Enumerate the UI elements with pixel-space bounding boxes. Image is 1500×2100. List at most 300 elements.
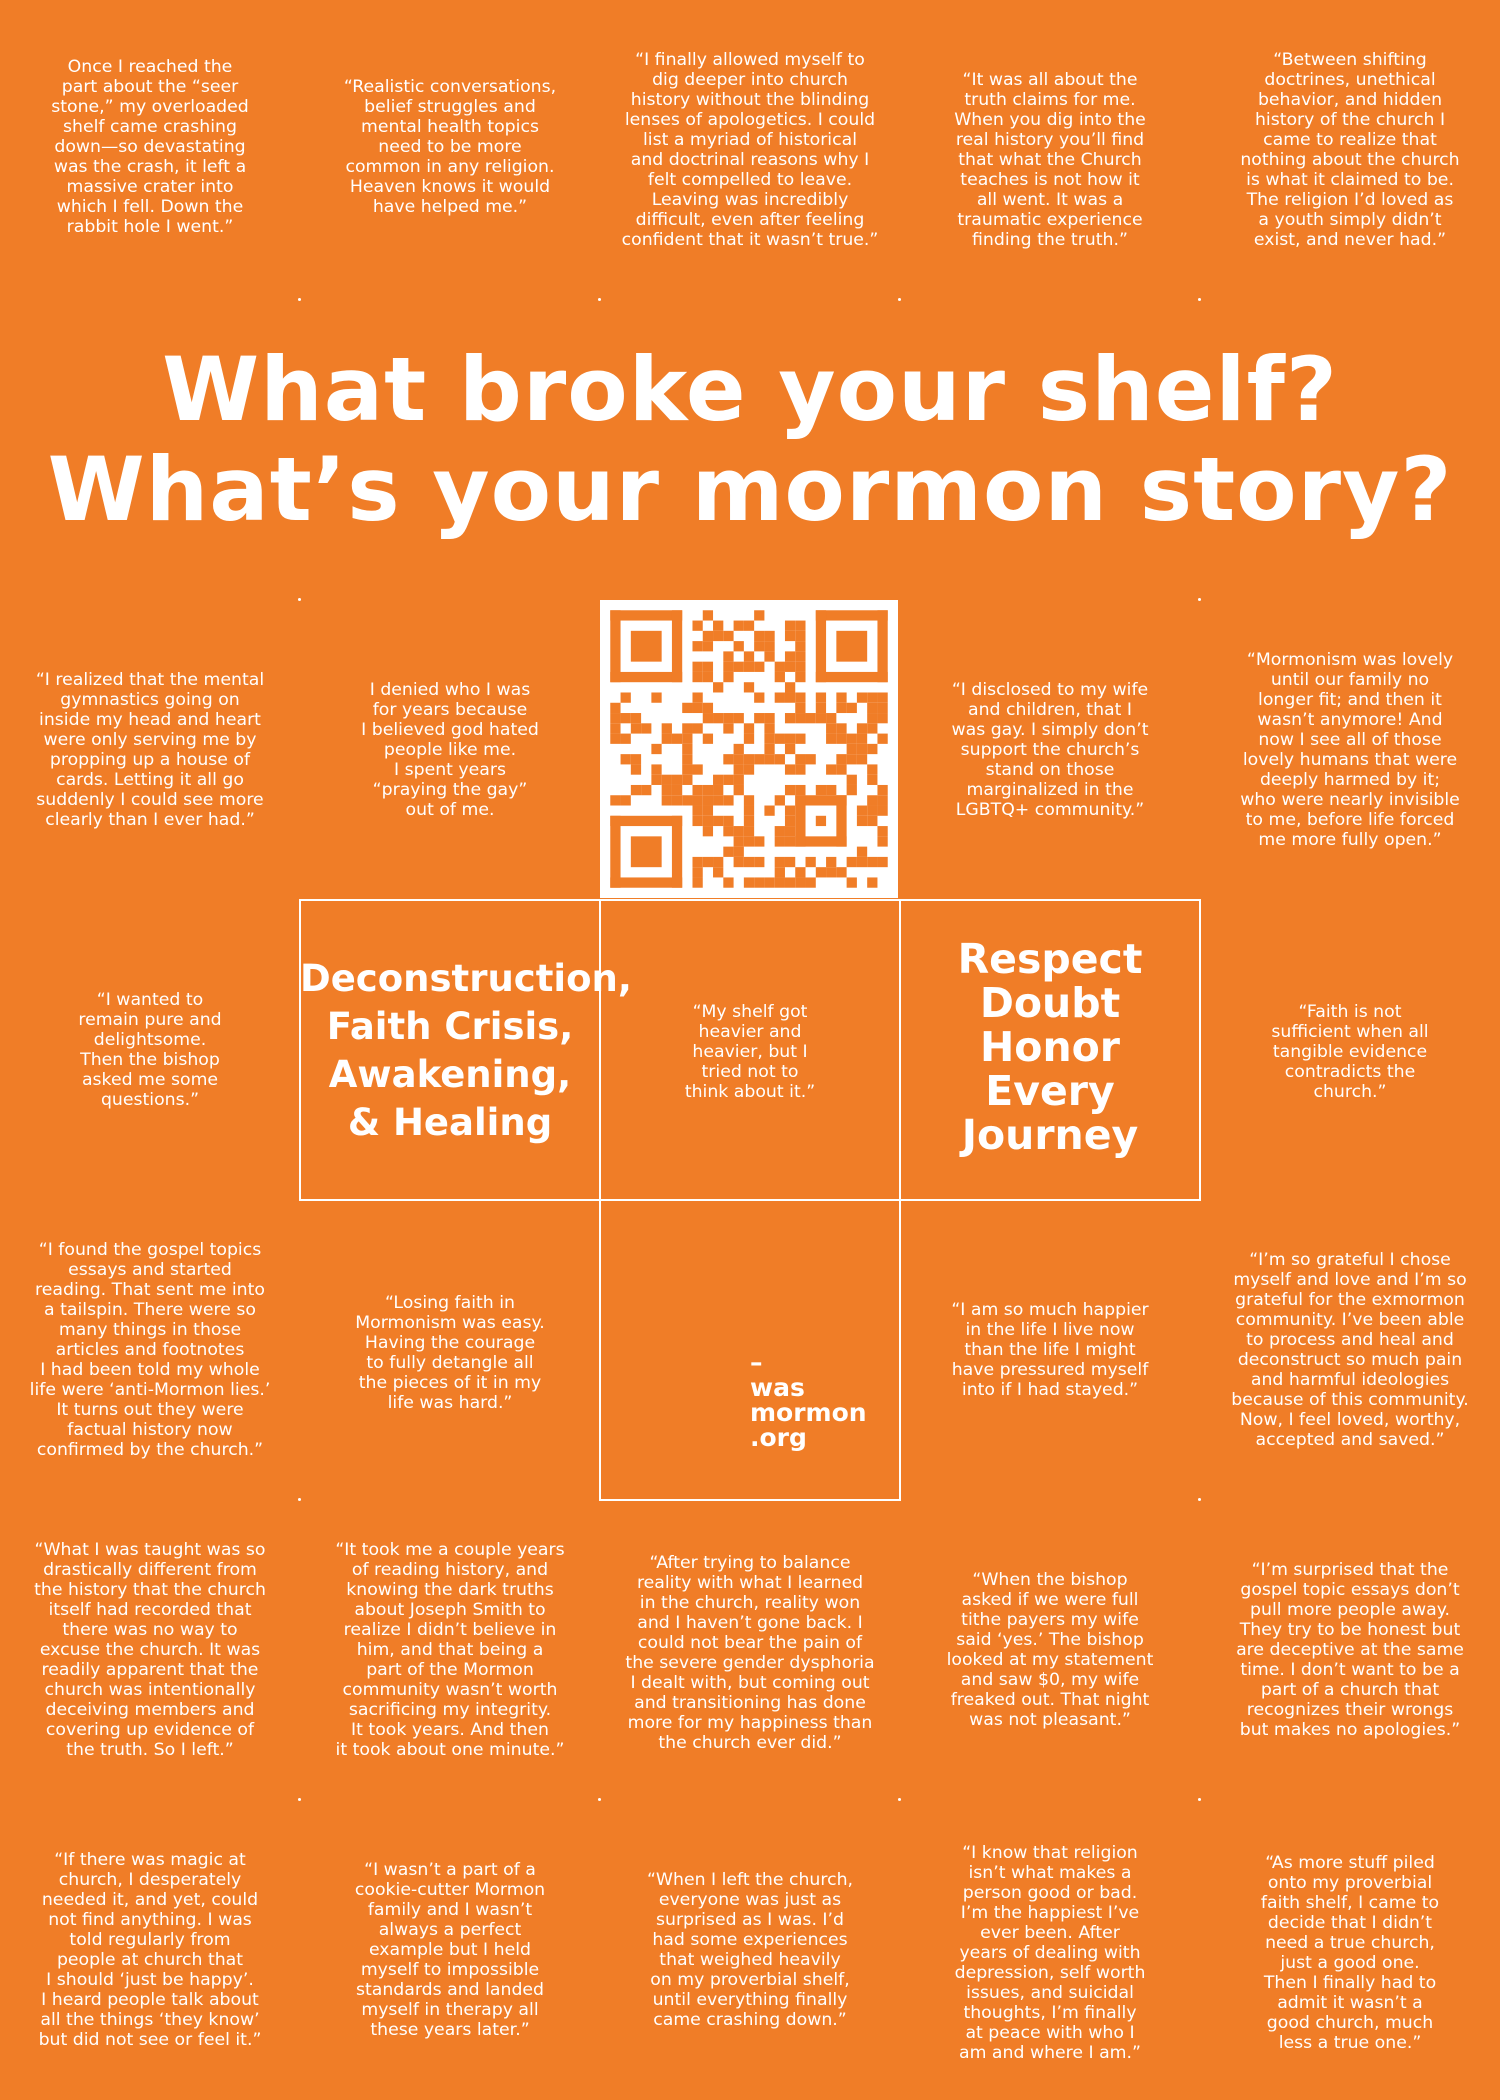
qr-module — [836, 703, 846, 713]
qr-module — [816, 867, 826, 877]
qr-module — [744, 662, 754, 672]
quote-card: “If there was magic at church, I desperately needed it, and yet, could not find anything. I was told regularly from people at church that I should ‘just be happy’. I heard people talk about all the things ‘they know’ but did not see or feel it.” — [38, 1850, 262, 2050]
qr-module — [867, 713, 877, 723]
qr-module — [703, 672, 713, 682]
qr-module — [713, 631, 723, 641]
qr-module — [877, 734, 887, 744]
corner-dot — [1198, 298, 1201, 301]
qr-module — [764, 734, 774, 744]
qr-module — [795, 692, 805, 702]
qr-module — [610, 734, 620, 744]
qr-module — [713, 816, 723, 826]
qr-module — [734, 744, 744, 754]
corner-dot — [298, 1498, 301, 1501]
qr-module — [631, 713, 641, 723]
qr-module — [775, 662, 785, 672]
qr-module — [703, 703, 713, 713]
qr-module — [651, 692, 661, 702]
qr-module — [631, 836, 662, 867]
qr-module — [662, 723, 672, 733]
qr-module — [723, 651, 733, 661]
qr-module — [877, 826, 887, 836]
qr-module — [775, 795, 785, 805]
qr-module — [713, 795, 723, 805]
qr-module — [775, 672, 785, 682]
qr-module — [713, 867, 723, 877]
qr-module — [703, 734, 713, 744]
qr-module — [877, 610, 887, 682]
qr-module — [703, 795, 713, 805]
qr-module — [754, 692, 764, 702]
qr-module — [867, 692, 877, 702]
qr-module — [692, 795, 702, 805]
qr-module — [764, 641, 774, 651]
qr-module — [754, 631, 764, 641]
qr-module — [826, 713, 836, 723]
qr-module — [826, 867, 836, 877]
qr-module — [621, 795, 631, 805]
qr-module — [734, 826, 744, 836]
qr-module — [785, 857, 795, 867]
quote-card: “Faith is not sufficient when all tangible evidence contradicts the church.” — [1271, 1002, 1429, 1102]
qr-module — [795, 795, 805, 846]
quote-card: “I’m so grateful I chose myself and love and I’m so grateful for the exmormon community. I’ve been able to process and heal and deconstruct so much pain and harmful ideologies because of this community. Now, I feel loved, worthy, accepted and saved.” — [1231, 1250, 1469, 1450]
box-right-title: Respect Doubt Honor Every Journey — [957, 935, 1143, 1159]
qr-module — [734, 764, 744, 774]
qr-module — [682, 764, 692, 774]
qr-module — [816, 672, 888, 682]
qr-module — [754, 662, 764, 672]
qr-module — [816, 816, 826, 826]
qr-module — [734, 785, 744, 795]
qr-module — [610, 795, 620, 805]
quote-card: “I wasn’t a part of a cookie-cutter Mormon family and I wasn’t always a perfect example but I held myself to impossible standards and landed myself in therapy all these years later.” — [354, 1860, 546, 2040]
qr-module — [682, 775, 692, 785]
qr-module — [795, 764, 805, 774]
qr-module — [744, 826, 754, 836]
qr-module — [713, 857, 723, 867]
qr-module — [806, 754, 816, 764]
qr-module — [692, 692, 702, 702]
qr-module — [734, 754, 744, 764]
qr-module — [734, 621, 744, 631]
qr-module — [806, 857, 816, 867]
qr-module — [744, 723, 754, 733]
qr-module — [847, 785, 857, 795]
qr-module — [641, 785, 651, 795]
qr-module — [836, 631, 867, 662]
qr-module — [795, 631, 805, 641]
qr-module — [816, 610, 826, 682]
qr-module — [734, 857, 744, 867]
qr-module — [672, 734, 682, 744]
qr-module — [785, 692, 795, 702]
qr-module — [703, 826, 713, 836]
qr-module — [775, 857, 785, 867]
qr-module — [610, 610, 620, 682]
qr-module — [795, 662, 805, 672]
qr-module — [641, 723, 651, 733]
qr-module — [692, 867, 702, 877]
qr-module — [610, 713, 620, 723]
qr-module — [692, 641, 702, 651]
qr-module — [692, 723, 702, 733]
qr-module — [723, 713, 733, 723]
qr-module — [857, 816, 867, 826]
corner-dot — [298, 598, 301, 601]
qr-module — [703, 816, 713, 826]
qr-module — [713, 621, 723, 631]
quote-card: “I am so much happier in the life I live now than the life I might have pressured myself into if I had stayed.” — [951, 1300, 1149, 1400]
qr-module — [806, 713, 816, 723]
qr-module — [713, 775, 723, 785]
qr-module — [734, 641, 744, 651]
qr-module — [764, 806, 774, 816]
quote-card: “Realistic conversations, belief struggles and mental health topics need to be more common in any religion. Heaven knows it would have helped me.” — [343, 77, 557, 217]
qr-module — [631, 723, 641, 733]
qr-code-icon[interactable] — [600, 600, 898, 898]
qr-module — [826, 734, 836, 744]
qr-module — [795, 703, 805, 713]
qr-module — [816, 692, 826, 702]
qr-module — [836, 754, 846, 764]
qr-module — [682, 703, 692, 713]
corner-dot — [898, 298, 901, 301]
qr-module — [877, 713, 887, 723]
qr-module — [692, 806, 702, 816]
qr-module — [775, 826, 785, 836]
qr-module — [785, 651, 795, 661]
qr-module — [877, 785, 887, 795]
qr-module — [847, 734, 857, 744]
box-left-title: Deconstruction, Faith Crisis, Awakening, & Healing — [300, 957, 632, 1144]
qr-module — [836, 867, 846, 877]
qr-module — [723, 672, 733, 682]
qr-module — [610, 816, 620, 888]
qr-module — [631, 785, 641, 795]
qr-module — [877, 857, 887, 867]
corner-dot — [898, 1798, 901, 1801]
qr-module — [775, 877, 785, 887]
site-logo: – was mormon .org — [750, 1348, 867, 1452]
qr-module — [816, 703, 826, 713]
qr-module — [785, 877, 795, 887]
quote-card: “When I left the church, everyone was just as surprised as I was. I’d had some experiences that weighed heavily on my proverbial shelf, until everything finally came crashing down.” — [646, 1870, 854, 2030]
qr-module — [682, 744, 692, 754]
corner-dot — [1198, 1798, 1201, 1801]
qr-module — [662, 734, 672, 744]
qr-module — [610, 672, 682, 682]
qr-module — [744, 806, 754, 816]
qr-module — [734, 713, 744, 723]
quote-card: “I disclosed to my wife and children, that I was gay. I simply don’t support the church’s stand on those marginalized in the LGBTQ+ community.” — [951, 680, 1149, 820]
qr-module — [703, 610, 713, 620]
qr-module — [682, 734, 692, 744]
qr-module — [672, 775, 682, 785]
qr-module — [703, 785, 713, 795]
quote-card: Once I reached the part about the “seer stone,” my overloaded shelf came crashing down—so devastating was the crash, it left a massive crater into which I fell. Down the rabbit hole I went.” — [51, 57, 249, 237]
qr-module — [754, 713, 764, 723]
qr-module — [744, 734, 754, 744]
qr-module — [785, 744, 795, 754]
qr-module — [785, 662, 795, 672]
qr-module — [692, 816, 702, 826]
qr-module — [826, 857, 836, 867]
qr-module — [692, 785, 702, 795]
qr-module — [723, 816, 733, 826]
quote-card: “After trying to balance reality with what I learned in the church, reality won and I haven’t gone back. I could not bear the pain of the severe gender dysphoria I dealt with, but coming out and transitioning has done more for my happiness than the church ever did.” — [625, 1553, 875, 1753]
qr-module — [723, 662, 733, 672]
corner-dot — [1198, 598, 1201, 601]
qr-module — [826, 723, 836, 733]
qr-module — [692, 621, 702, 631]
qr-module — [744, 816, 754, 826]
qr-module — [621, 692, 631, 702]
qr-module — [703, 857, 713, 867]
qr-module — [775, 754, 785, 764]
qr-module — [723, 631, 733, 641]
box-center — [599, 899, 901, 1201]
qr-module — [816, 785, 826, 795]
qr-module — [754, 877, 764, 887]
qr-module — [672, 785, 682, 795]
qr-module — [734, 836, 744, 846]
qr-module — [785, 816, 795, 826]
quote-card: “I wanted to remain pure and delightsome. Then the bishop asked me some questions.” — [78, 990, 222, 1110]
qr-module — [610, 877, 682, 887]
qr-module — [744, 764, 754, 774]
qr-module — [867, 795, 877, 805]
qr-module — [713, 785, 723, 795]
qr-module — [836, 692, 846, 702]
qr-module — [744, 682, 754, 692]
qr-module — [734, 662, 744, 672]
qr-module — [857, 734, 867, 744]
qr-module — [836, 723, 846, 733]
qr-module — [723, 723, 733, 733]
qr-module — [662, 785, 672, 795]
qr-module — [857, 857, 867, 867]
qr-module — [734, 775, 744, 785]
qr-module — [775, 692, 785, 702]
qr-module — [764, 744, 774, 754]
quote-card: “I finally allowed myself to dig deeper into church history without the blinding lenses of apologetics. I could list a myriad of historical and doctrinal reasons why I felt compelled to leave. Leaving was incredibly difficult, even after feeling confident that it wasn’t true.” — [621, 50, 879, 250]
quote-card: “When the bishop asked if we were full tithe payers my wife said ‘yes.’ The bishop looked at my statement and saw $0, my wife freaked out. That night was not pleasant.” — [946, 1570, 1154, 1730]
qr-module — [795, 734, 805, 744]
qr-module — [785, 631, 795, 641]
qr-module — [662, 775, 672, 785]
qr-module — [764, 631, 774, 641]
qr-module — [867, 806, 877, 816]
qr-module — [621, 713, 631, 723]
qr-module — [703, 631, 713, 641]
quote-card: “Mormonism was lovely until our family no longer fit; and then it wasn’t anymore! And now I see all of those lovely humans that were deeply harmed by it; who were nearly invisible to me, before life forced me more fully open.” — [1240, 650, 1460, 850]
quote-card: “What I was taught was so drastically different from the history that the church itself had recorded that there was no way to excuse the church. It was readily apparent that the church was intentionally deceiving members and covering up evidence of the truth. So I left.” — [34, 1540, 266, 1760]
corner-dot — [298, 1798, 301, 1801]
headline-line-2: What’s your mormon story? — [47, 438, 1453, 541]
qr-module — [867, 775, 877, 785]
qr-module — [785, 682, 795, 692]
qr-module — [692, 764, 702, 774]
headline — [0, 340, 1500, 540]
qr-module — [610, 703, 620, 713]
qr-module — [723, 754, 733, 764]
qr-module — [651, 775, 661, 785]
qr-module — [764, 877, 774, 887]
qr-module — [744, 651, 754, 661]
qr-module — [775, 867, 785, 877]
qr-module — [692, 662, 702, 672]
qr-module — [877, 836, 887, 846]
qr-module — [877, 703, 887, 713]
qr-module — [621, 754, 631, 764]
quote-card: I denied who I was for years because I believed god hated people like me. I spent years “praying the gay” out of me. — [361, 680, 539, 820]
qr-module — [847, 744, 857, 754]
qr-module — [692, 703, 702, 713]
qr-module — [836, 734, 846, 744]
qr-module — [847, 877, 857, 887]
qr-module — [847, 703, 857, 713]
quote-card: “It took me a couple years of reading history, and knowing the dark truths about Joseph Smith to realize I didn’t believe in him, and that being a part of the Mormon community wasn’t worth sacrificing my integrity. It took years. And then it took about one minute.” — [335, 1540, 565, 1760]
qr-module — [662, 795, 672, 805]
qr-module — [692, 877, 702, 887]
qr-module — [867, 723, 877, 733]
qr-module — [795, 785, 805, 795]
qr-module — [754, 610, 764, 620]
qr-module — [795, 713, 805, 723]
qr-module — [857, 754, 867, 764]
qr-module — [847, 754, 857, 764]
qr-module — [703, 806, 713, 816]
qr-module — [867, 703, 877, 713]
qr-module — [857, 723, 867, 733]
qr-module — [692, 857, 702, 867]
qr-module — [672, 816, 682, 888]
quote-card: “Losing faith in Mormonism was easy. Having the courage to fully detangle all the pieces of it in my life was hard.” — [355, 1293, 545, 1413]
qr-module — [877, 692, 887, 702]
qr-module — [806, 877, 816, 887]
qr-module — [816, 713, 826, 723]
qr-module — [723, 795, 733, 805]
qr-module — [867, 816, 877, 826]
qr-module — [672, 610, 682, 682]
qr-module — [744, 836, 754, 846]
qr-module — [621, 734, 631, 744]
qr-module — [713, 682, 723, 692]
qr-module — [867, 877, 877, 887]
qr-module — [744, 754, 754, 764]
qr-module — [836, 795, 846, 846]
qr-module — [764, 651, 774, 661]
qr-module — [785, 826, 795, 836]
qr-module — [785, 836, 795, 846]
qr-module — [826, 785, 836, 795]
qr-module — [723, 826, 733, 836]
qr-module — [847, 857, 857, 867]
qr-module — [785, 764, 795, 774]
qr-module — [723, 847, 733, 857]
qr-module — [723, 877, 733, 887]
quote-card: “I found the gospel topics essays and started reading. That sent me into a tailspin. There were so many things in those articles and footnotes I had been told my whole life were ‘anti-Mormon lies.’ It turns out they were factual history now confirmed by the church.” — [29, 1240, 271, 1460]
qr-module — [744, 621, 754, 631]
qr-module — [651, 764, 661, 774]
qr-module — [795, 641, 805, 651]
qr-module — [764, 723, 774, 733]
qr-module — [682, 795, 692, 805]
qr-module — [785, 713, 795, 723]
qr-module — [826, 764, 836, 774]
qr-module — [682, 723, 692, 733]
qr-module — [857, 806, 867, 816]
quote-card: “I’m surprised that the gospel topic essays don’t pull more people away. They try to be honest but are deceptive at the same time. I don’t want to be a part of a church that recognizes their wrongs but makes no apologies.” — [1236, 1560, 1464, 1740]
corner-dot — [598, 1798, 601, 1801]
qr-module — [857, 847, 867, 857]
qr-module — [631, 754, 641, 764]
qr-module — [651, 744, 661, 754]
qr-module — [795, 672, 805, 682]
quote-card: “It was all about the truth claims for me. When you dig into the real history you’ll find that what the Church teaches is not how it all went. It was a traumatic experience finding the truth.” — [954, 70, 1146, 250]
qr-module — [713, 713, 723, 723]
qr-module — [785, 734, 795, 744]
qr-module — [867, 857, 877, 867]
qr-module — [682, 754, 692, 764]
headline-line-1: What broke your shelf? — [162, 338, 1338, 441]
qr-module — [785, 785, 795, 795]
qr-module — [754, 641, 764, 651]
qr-module — [744, 877, 754, 887]
qr-module — [703, 662, 713, 672]
qr-module — [775, 836, 785, 846]
quote-card: “I know that religion isn’t what makes a person good or bad. I’m the happiest I’ve ever been. After years of dealing with depression, self worth issues, and suicidal thoughts, I’m finally at peace with who I am and where I am.” — [954, 1843, 1146, 2063]
corner-dot — [1198, 1498, 1201, 1501]
qr-module — [795, 651, 805, 661]
qr-module — [764, 713, 774, 723]
quote-card: “My shelf got heavier and heavier, but I tried not to think about it.” — [684, 1002, 816, 1102]
qr-module — [795, 867, 805, 877]
qr-module — [816, 610, 888, 620]
qr-module — [610, 610, 682, 620]
quote-card: “As more stuff piled onto my proverbial faith shelf, I came to decide that I didn’t need a true church, just a good one. Then I finally had to admit it wasn’t a good church, much less a true one.” — [1260, 1853, 1440, 2053]
qr-code-graphic — [600, 600, 898, 898]
qr-module — [785, 621, 795, 631]
qr-module — [795, 877, 805, 887]
qr-module — [754, 836, 764, 846]
qr-module — [775, 734, 785, 744]
qr-module — [703, 713, 713, 723]
corner-dot — [298, 298, 301, 301]
qr-module — [857, 744, 867, 754]
quote-card: “I realized that the mental gymnastics going on inside my head and heart were only serving me by propping up a house of cards. Letting it all go suddenly I could see more clearly than I ever had.” — [35, 670, 265, 830]
qr-module — [857, 692, 867, 702]
qr-module — [610, 816, 682, 826]
qr-module — [672, 795, 682, 805]
qr-module — [754, 857, 764, 867]
qr-module — [785, 806, 795, 816]
qr-module — [744, 795, 754, 805]
qr-module — [744, 857, 754, 867]
corner-dot — [598, 298, 601, 301]
qr-module — [867, 764, 877, 774]
qr-module — [754, 754, 764, 764]
qr-module — [703, 641, 713, 651]
qr-module — [692, 672, 702, 682]
qr-module — [847, 775, 857, 785]
qr-module — [631, 764, 641, 774]
qr-module — [631, 631, 662, 662]
qr-module — [867, 744, 877, 754]
quote-card: “Between shifting doctrines, unethical behavior, and hidden history of the church I came to realize that nothing about the church is what it claimed to be. The religion I’d loved as a youth simply didn’t exist, and never had.” — [1240, 50, 1460, 250]
qr-module — [795, 621, 805, 631]
